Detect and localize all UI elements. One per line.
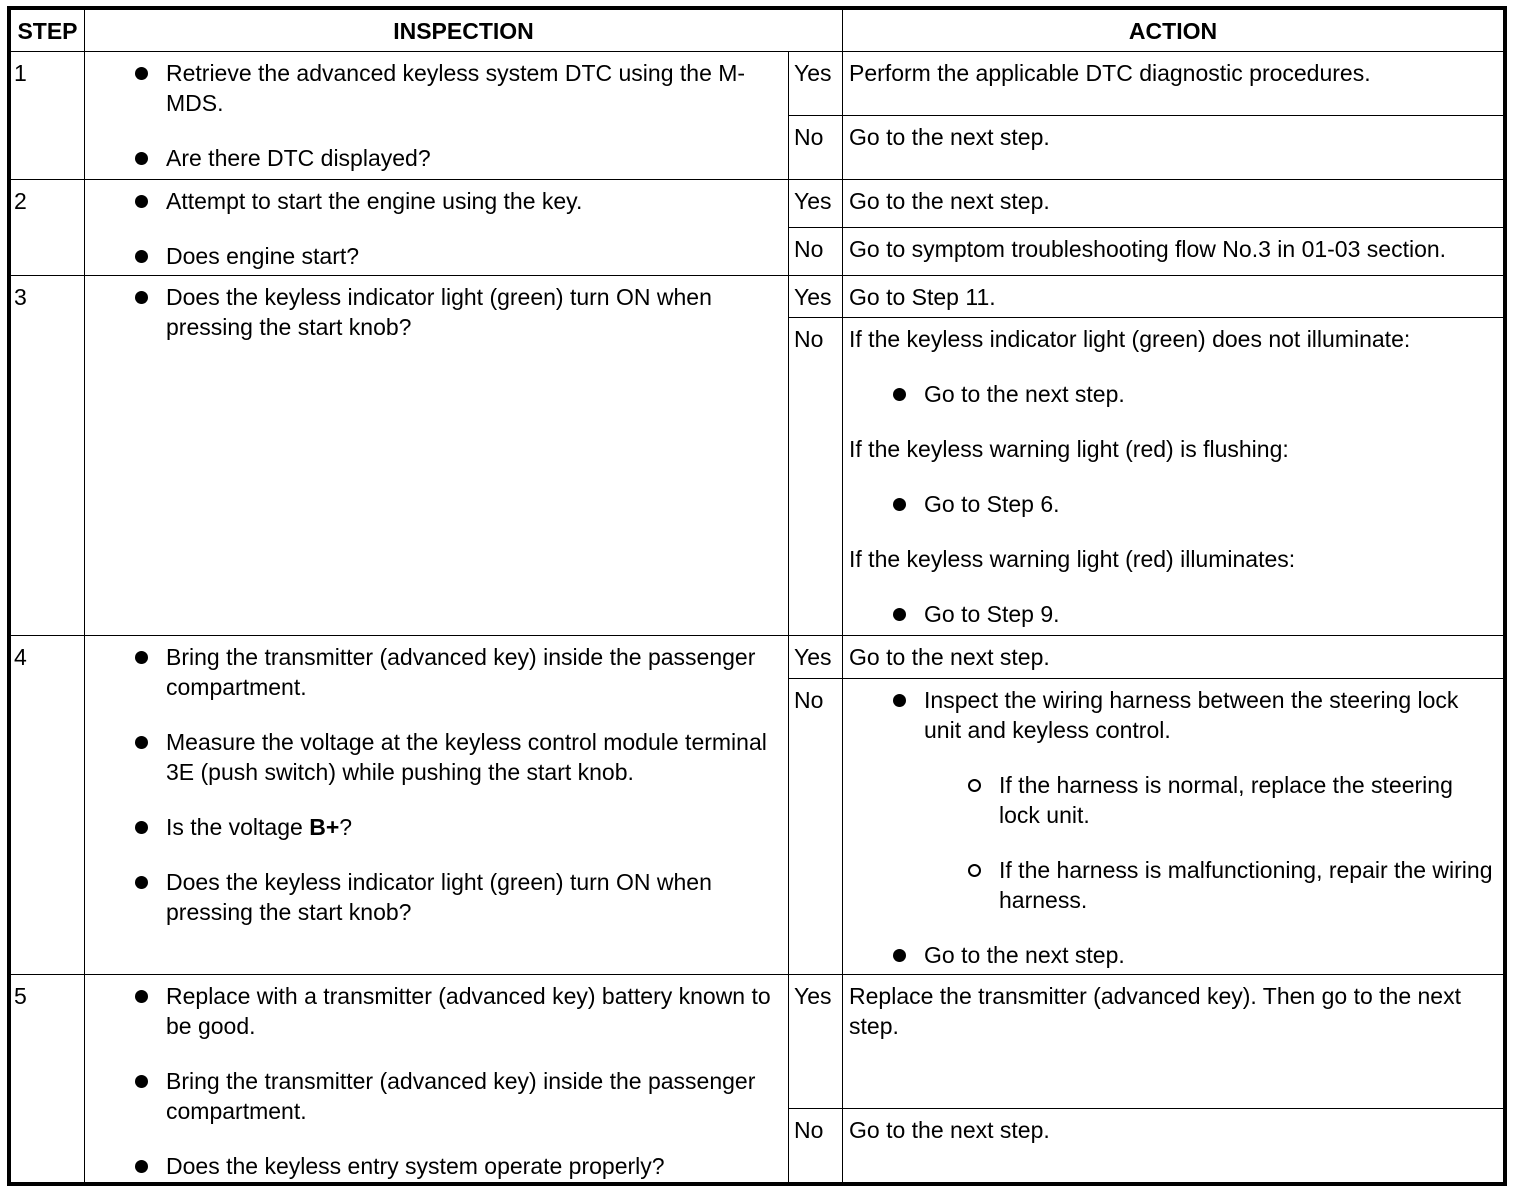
step-number: 4 (11, 636, 85, 975)
condition-text: If the keyless warning light (red) illuminates: (849, 546, 1296, 572)
diagnostic-table (10, 9, 1504, 1183)
step-row (11, 52, 1504, 116)
step-row (11, 180, 1504, 228)
action-item: Go to the next step. (849, 379, 1497, 409)
yes-label: Yes (789, 52, 843, 116)
inspection-item: Does the keyless indicator light (green) turn ON when pressing the start knob? (85, 282, 776, 342)
inspection-cell (85, 180, 789, 276)
yes-action: Go to the next step. (843, 636, 1504, 679)
yes-action: Go to the next step. (843, 180, 1504, 228)
yes-action: Perform the applicable DTC diagnostic procedures. (843, 52, 1504, 116)
inspection-item: Retrieve the advanced keyless system DTC using the M-MDS. (85, 58, 776, 118)
action-subitem: If the harness is normal, replace the steering lock unit. (924, 770, 1497, 830)
inspection-item: Measure the voltage at the keyless control module terminal 3E (push switch) while pushing the start knob. (85, 727, 776, 787)
step-row (11, 636, 1504, 679)
step-number: 1 (11, 52, 85, 180)
header-action: ACTION (843, 10, 1504, 52)
inspection-item: Does the keyless entry system operate properly? (85, 1151, 776, 1181)
step-number: 2 (11, 180, 85, 276)
inspection-cell (85, 52, 789, 180)
inspection-item: Are there DTC displayed? (85, 143, 776, 173)
voltage-value: B+ (309, 814, 340, 840)
yes-label: Yes (789, 180, 843, 228)
diagnostic-table-sheet (7, 6, 1507, 1186)
header-inspection: INSPECTION (85, 10, 843, 52)
no-action (843, 679, 1504, 975)
condition-text: If the keyless warning light (red) is flushing: (849, 436, 1289, 462)
inspection-item: Bring the transmitter (advanced key) inside the passenger compartment. (85, 1066, 776, 1126)
no-label: No (789, 318, 843, 636)
step-number: 5 (11, 975, 85, 1183)
no-label: No (789, 679, 843, 975)
action-subitem: If the harness is malfunctioning, repair the wiring harness. (924, 855, 1497, 915)
inspection-item: Replace with a transmitter (advanced key) battery known to be good. (85, 981, 776, 1041)
no-label: No (789, 116, 843, 180)
inspection-cell (85, 276, 789, 636)
no-label: No (789, 1109, 843, 1183)
yes-label: Yes (789, 276, 843, 318)
yes-action: Replace the transmitter (advanced key). Then go to the next step. (843, 975, 1504, 1109)
yes-label: Yes (789, 975, 843, 1109)
no-label: No (789, 228, 843, 276)
no-action: Go to the next step. (843, 1109, 1504, 1183)
step-row (11, 975, 1504, 1109)
no-action: Go to the next step. (843, 116, 1504, 180)
inspection-item: Bring the transmitter (advanced key) inside the passenger compartment. (85, 642, 776, 702)
step-row (11, 276, 1504, 318)
inspection-cell (85, 636, 789, 975)
step-number: 3 (11, 276, 85, 636)
inspection-item: Does the keyless indicator light (green) turn ON when pressing the start knob? (85, 867, 776, 927)
voltage-suffix: ? (339, 814, 353, 840)
header-row (11, 10, 1504, 52)
condition-text: If the keyless indicator light (green) does not illuminate: (849, 326, 1411, 352)
inspection-item: Does engine start? (85, 241, 776, 271)
action-item (849, 685, 1497, 915)
inspection-item (85, 812, 776, 842)
inspection-cell (85, 975, 789, 1183)
yes-label: Yes (789, 636, 843, 679)
action-item-text: Inspect the wiring harness between the steering lock unit and keyless control. (924, 687, 1459, 743)
yes-action: Go to Step 11. (843, 276, 1504, 318)
no-action (843, 318, 1504, 636)
inspection-item: Attempt to start the engine using the key. (85, 186, 776, 216)
voltage-question: Is the voltage (166, 814, 310, 840)
action-item: Go to the next step. (849, 940, 1497, 970)
header-step: STEP (11, 10, 85, 52)
no-action: Go to symptom troubleshooting flow No.3 in 01-03 section. (843, 228, 1504, 276)
action-item: Go to Step 6. (849, 489, 1497, 519)
action-item: Go to Step 9. (849, 599, 1497, 629)
